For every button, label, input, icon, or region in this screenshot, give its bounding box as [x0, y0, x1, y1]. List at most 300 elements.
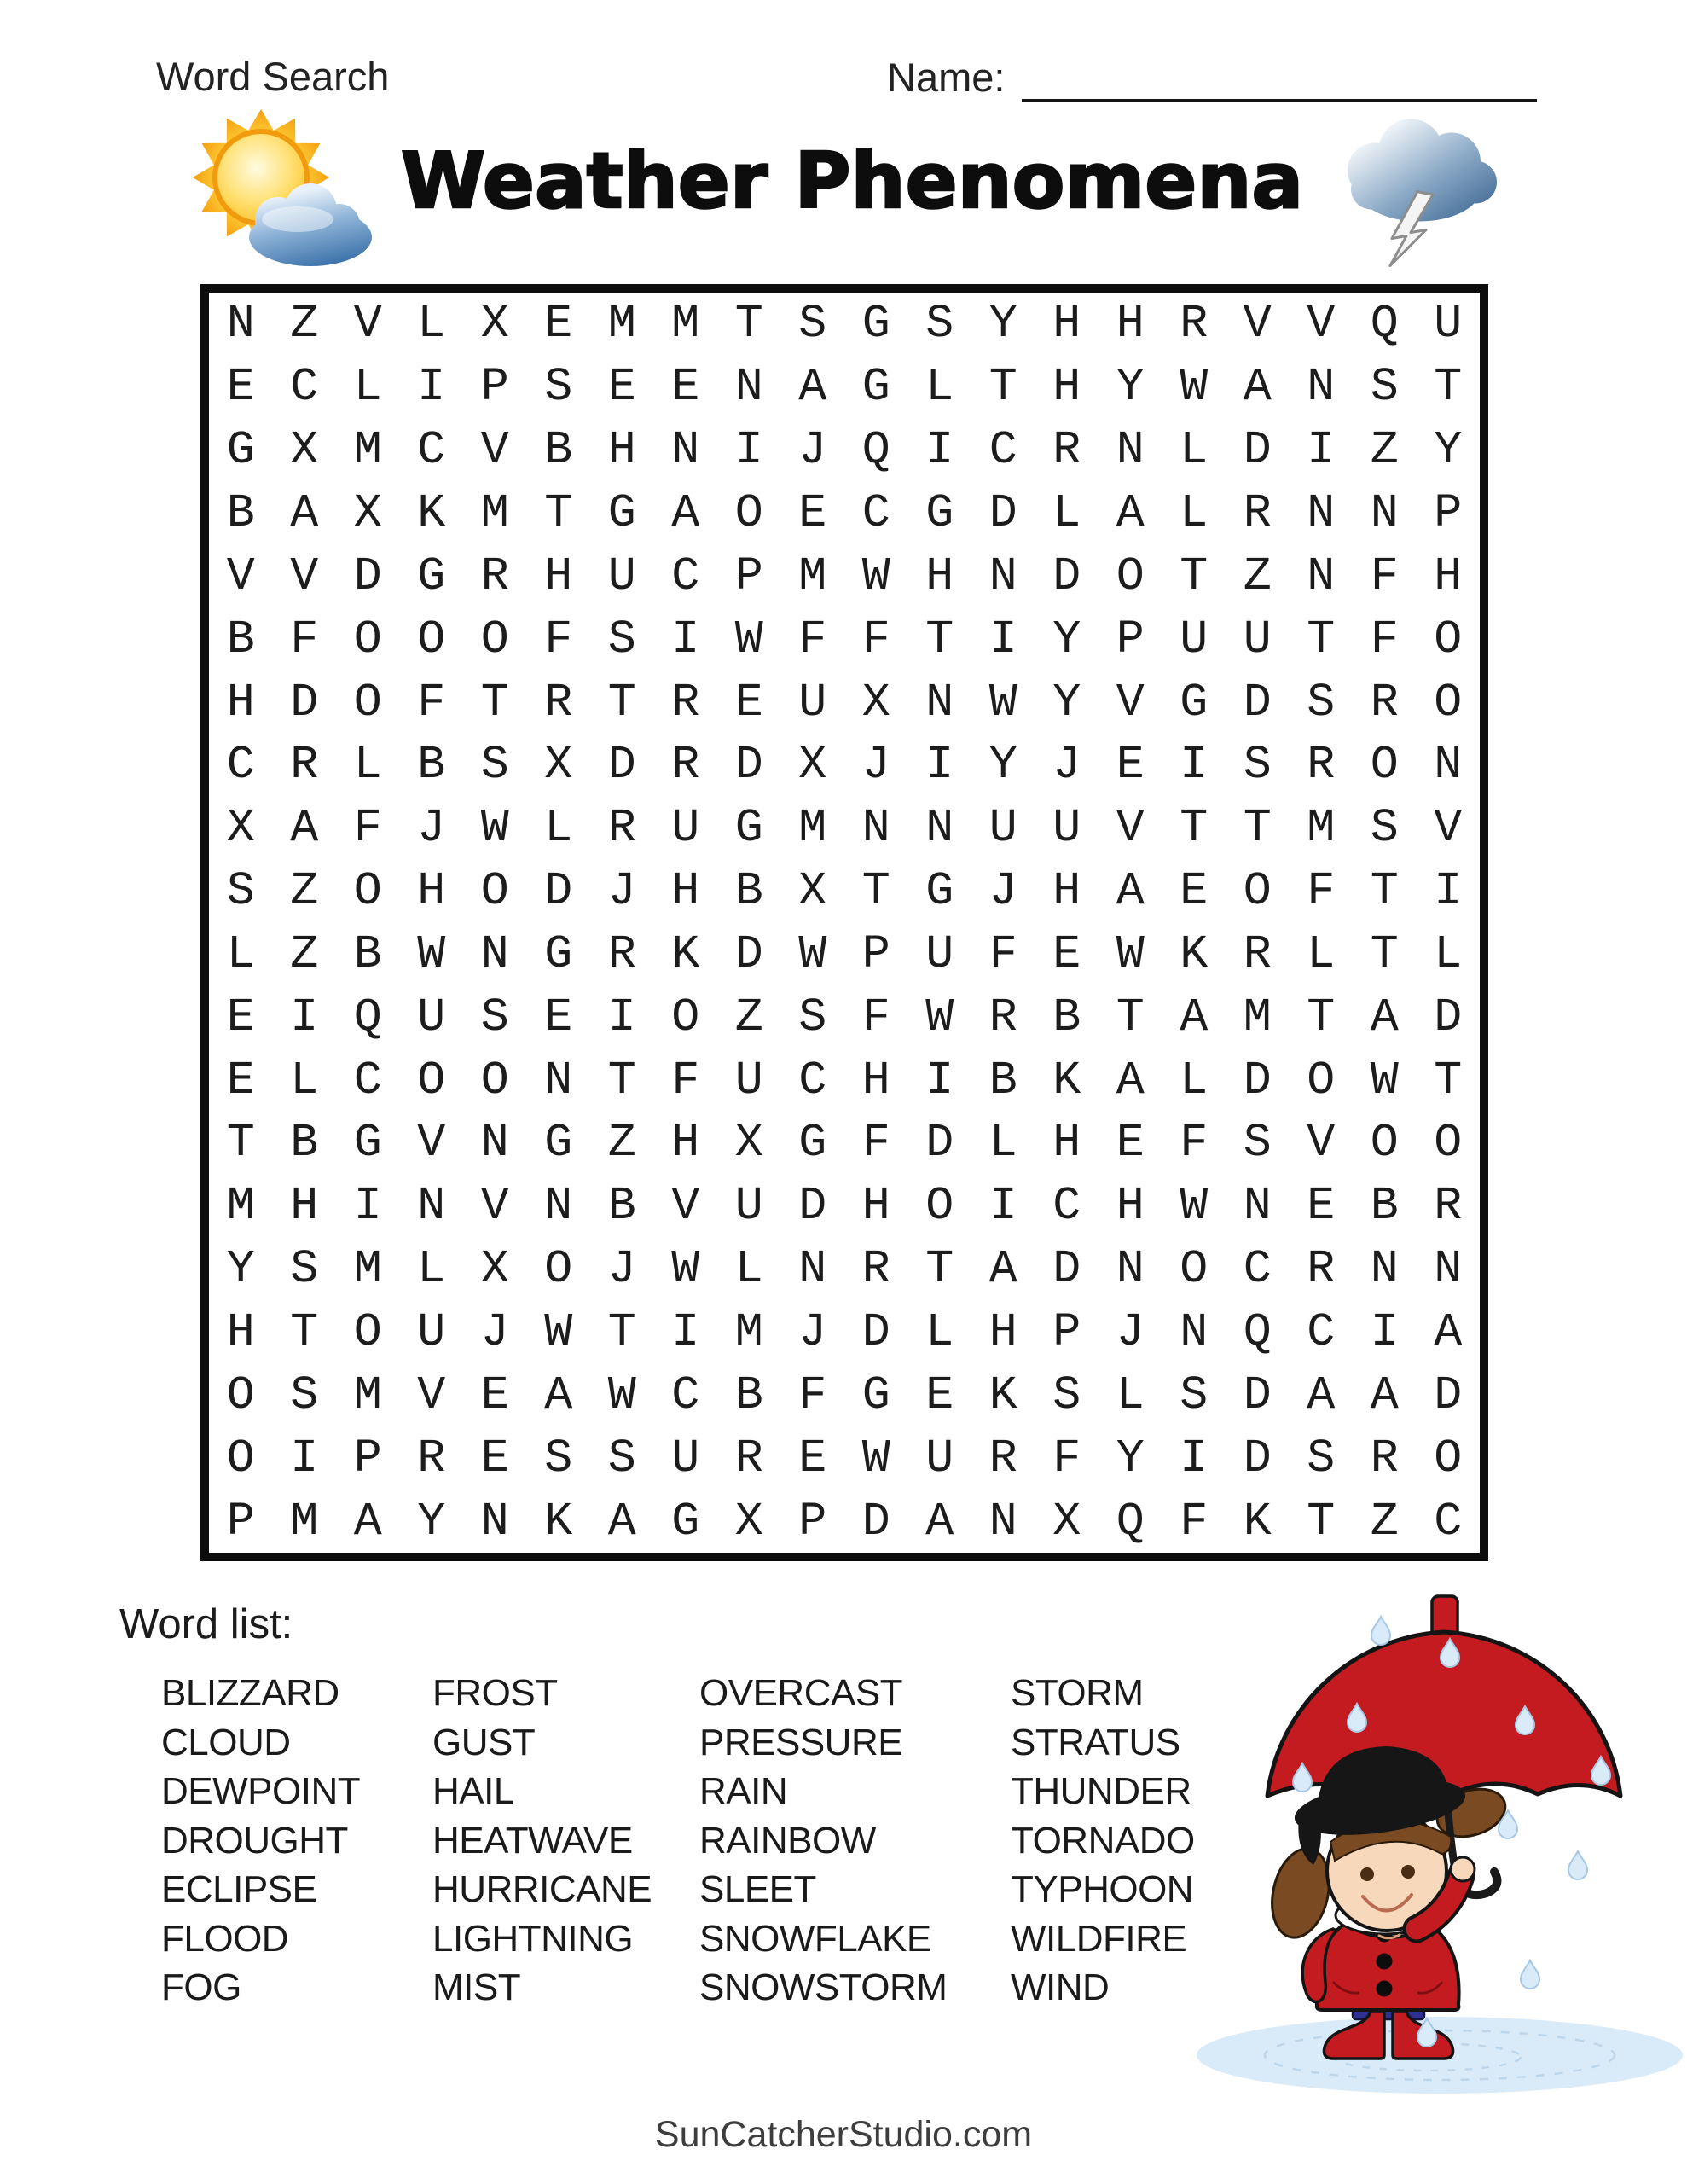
- grid-cell: D: [1434, 990, 1463, 1044]
- grid-cell: F: [1370, 549, 1399, 603]
- grid-cell: W: [1116, 926, 1145, 981]
- grid-cell: R: [671, 675, 700, 729]
- grid-cell: G: [671, 1494, 700, 1548]
- grid-cell: C: [988, 423, 1017, 478]
- grid-cell: K: [544, 1494, 573, 1548]
- grid-cell: O: [1370, 1116, 1399, 1170]
- grid-cell: L: [353, 738, 382, 793]
- grid-cell: S: [1052, 1368, 1081, 1422]
- grid-cell: I: [734, 423, 763, 478]
- grid-cell: D: [861, 1305, 890, 1360]
- red-umbrella: [1267, 1596, 1620, 1796]
- grid-cell: Z: [1370, 1494, 1399, 1548]
- grid-cell: R: [607, 926, 636, 981]
- grid-cell: O: [226, 1431, 255, 1485]
- grid-cell: C: [290, 360, 319, 415]
- grid-cell: M: [607, 297, 636, 351]
- grid-cell: G: [861, 360, 890, 415]
- grid-cell: M: [353, 423, 382, 478]
- word-list-item: HURRICANE: [432, 1868, 652, 1910]
- grid-cell: S: [480, 990, 509, 1044]
- grid-cell: R: [1434, 1179, 1463, 1234]
- grid-cell: C: [798, 1053, 827, 1107]
- grid-cell: F: [861, 990, 890, 1044]
- grid-cell: E: [226, 360, 255, 415]
- grid-cell: B: [734, 1368, 763, 1422]
- grid-cell: T: [1434, 360, 1463, 415]
- grid-cell: O: [353, 864, 382, 919]
- grid-cell: G: [544, 926, 573, 981]
- puzzle-title: Weather Phenomena: [400, 136, 1304, 226]
- grid-cell: G: [226, 423, 255, 478]
- grid-cell: L: [925, 1305, 954, 1360]
- grid-cell: E: [226, 1053, 255, 1107]
- grid-cell: C: [226, 738, 255, 793]
- grid-cell: C: [671, 1368, 700, 1422]
- name-label: Name:: [887, 55, 1006, 100]
- grid-cell: F: [544, 612, 573, 666]
- grid-cell: V: [671, 1179, 700, 1234]
- grid-cell: D: [1243, 1431, 1272, 1485]
- grid-cell: U: [798, 675, 827, 729]
- grid-cell: V: [290, 549, 319, 603]
- grid-cell: K: [1243, 1494, 1272, 1548]
- grid-cell: E: [480, 1431, 509, 1485]
- grid-cell: J: [417, 801, 446, 856]
- word-list-item: BLIZZARD: [161, 1672, 339, 1714]
- grid-cell: K: [1180, 926, 1209, 981]
- grid-cell: A: [798, 360, 827, 415]
- grid-cell: I: [925, 423, 954, 478]
- word-list: [161, 1669, 1195, 2013]
- grid-cell: M: [798, 801, 827, 856]
- grid-cell: W: [734, 612, 763, 666]
- grid-cell: M: [798, 549, 827, 603]
- grid-cell: A: [1434, 1305, 1463, 1360]
- grid-cell: T: [1307, 612, 1336, 666]
- grid-cell: U: [988, 801, 1017, 856]
- grid-cell: T: [544, 485, 573, 540]
- word-list-column: [1011, 1669, 1195, 2013]
- grid-cell: B: [353, 926, 382, 981]
- grid-cell: C: [353, 1053, 382, 1107]
- grid-cell: A: [1243, 360, 1272, 415]
- grid-cell: K: [417, 485, 446, 540]
- grid-cell: T: [925, 612, 954, 666]
- word-list-item: SLEET: [699, 1868, 816, 1910]
- grid-cell: X: [544, 738, 573, 793]
- grid-cell: I: [1370, 1305, 1399, 1360]
- grid-cell: O: [925, 1179, 954, 1234]
- grid-cell: A: [1370, 1368, 1399, 1422]
- grid-cell: L: [290, 1053, 319, 1107]
- grid-cell: Z: [734, 990, 763, 1044]
- coat-button: [1377, 1981, 1393, 1997]
- grid-cell: O: [1434, 1431, 1463, 1485]
- word-list-item: CLOUD: [161, 1721, 291, 1763]
- grid-cell: F: [1180, 1494, 1209, 1548]
- grid-cell: J: [607, 864, 636, 919]
- grid-cell: V: [353, 297, 382, 351]
- grid-cell: S: [544, 1431, 573, 1485]
- grid-cell: V: [1116, 801, 1145, 856]
- grid-cell: N: [1307, 485, 1336, 540]
- grid-cell: Y: [988, 738, 1017, 793]
- grid-cell: I: [607, 990, 636, 1044]
- grid-cell: C: [1434, 1494, 1463, 1548]
- grid-cell: N: [1116, 423, 1145, 478]
- grid-cell: P: [1434, 485, 1463, 540]
- grid-cell: U: [1434, 297, 1463, 351]
- grid-cell: E: [544, 990, 573, 1044]
- grid-cell: G: [607, 485, 636, 540]
- grid-cell: L: [1180, 423, 1209, 478]
- grid-cell: E: [1180, 864, 1209, 919]
- footer-credit: SunCatcherStudio.com: [654, 2114, 1033, 2155]
- grid-cell: R: [544, 675, 573, 729]
- grid-cell: U: [734, 1053, 763, 1107]
- letter-grid: [200, 284, 1488, 1561]
- grid-cell: B: [1370, 1179, 1399, 1234]
- grid-cell: H: [544, 549, 573, 603]
- grid-cell: L: [544, 801, 573, 856]
- grid-cell: B: [226, 485, 255, 540]
- grid-cell: A: [925, 1494, 954, 1548]
- grid-cell: L: [734, 1242, 763, 1297]
- word-list-item: GUST: [432, 1721, 536, 1763]
- grid-cell: P: [353, 1431, 382, 1485]
- grid-cell: N: [988, 549, 1017, 603]
- grid-cell: D: [925, 1116, 954, 1170]
- grid-cell: Z: [290, 864, 319, 919]
- grid-cell: E: [734, 675, 763, 729]
- grid-cell: F: [1307, 864, 1336, 919]
- grid-cell: E: [671, 360, 700, 415]
- grid-cell: D: [734, 738, 763, 793]
- grid-cell: T: [1370, 864, 1399, 919]
- grid-cell: E: [1116, 738, 1145, 793]
- grid-cell: F: [417, 675, 446, 729]
- grid-cell: F: [798, 1368, 827, 1422]
- grid-cell: T: [1307, 1494, 1336, 1548]
- grid-cell: U: [734, 1179, 763, 1234]
- grid-cell: H: [1052, 864, 1081, 919]
- grid-cell: U: [1052, 801, 1081, 856]
- grid-cell: M: [734, 1305, 763, 1360]
- word-list-column: [699, 1669, 1011, 2013]
- grid-cell: O: [1243, 864, 1272, 919]
- grid-cell: I: [1180, 738, 1209, 793]
- grid-cell: P: [480, 360, 509, 415]
- grid-cell: G: [353, 1116, 382, 1170]
- grid-cell: D: [1243, 423, 1272, 478]
- grid-cell: A: [1180, 990, 1209, 1044]
- grid-cell: R: [1180, 297, 1209, 351]
- grid-cell: M: [353, 1242, 382, 1297]
- grid-cell: P: [226, 1494, 255, 1548]
- grid-cell: P: [861, 926, 890, 981]
- grid-cell: D: [1243, 675, 1272, 729]
- grid-cell: I: [988, 1179, 1017, 1234]
- grid-cell: N: [1370, 485, 1399, 540]
- grid-cell: K: [671, 926, 700, 981]
- name-write-line: [1022, 53, 1537, 102]
- grid-cell: X: [1052, 1494, 1081, 1548]
- grid-cell: J: [1116, 1305, 1145, 1360]
- grid-cell: N: [988, 1494, 1017, 1548]
- word-list-heading: Word list:: [119, 1601, 293, 1647]
- grid-cell: H: [226, 1305, 255, 1360]
- grid-cell: S: [798, 297, 827, 351]
- grid-cell: D: [1052, 549, 1081, 603]
- eye: [1401, 1865, 1415, 1879]
- grid-cell: B: [734, 864, 763, 919]
- grid-cell: B: [607, 1179, 636, 1234]
- grid-cell: E: [798, 1431, 827, 1485]
- word-list-item: RAIN: [699, 1770, 788, 1812]
- grid-cell: E: [798, 485, 827, 540]
- grid-cell: N: [925, 675, 954, 729]
- grid-cell: V: [417, 1368, 446, 1422]
- grid-cell: C: [1243, 1242, 1272, 1297]
- grid-cell: F: [861, 612, 890, 666]
- grid-cell: O: [1180, 1242, 1209, 1297]
- grid-cell: M: [353, 1368, 382, 1422]
- grid-cell: O: [1434, 1116, 1463, 1170]
- grid-cell: M: [480, 485, 509, 540]
- grid-cell: B: [290, 1116, 319, 1170]
- word-list-item: FOG: [161, 1966, 241, 2008]
- word-list-item: WILDFIRE: [1011, 1917, 1187, 1960]
- grid-cell: H: [925, 549, 954, 603]
- grid-cell: S: [1180, 1368, 1209, 1422]
- grid-cell: L: [925, 360, 954, 415]
- grid-cell: N: [1307, 549, 1336, 603]
- word-list-item: FLOOD: [161, 1917, 289, 1960]
- grid-cell: N: [1116, 1242, 1145, 1297]
- grid-cell: N: [544, 1179, 573, 1234]
- grid-cell: G: [544, 1116, 573, 1170]
- grid-cell: F: [290, 612, 319, 666]
- grid-cell: G: [925, 485, 954, 540]
- grid-cell: L: [417, 297, 446, 351]
- grid-cell: N: [1370, 1242, 1399, 1297]
- grid-cell: M: [671, 297, 700, 351]
- grid-cell: Q: [861, 423, 890, 478]
- grid-cell: W: [1370, 1053, 1399, 1107]
- grid-cell: D: [1243, 1053, 1272, 1107]
- grid-cell: T: [1116, 990, 1145, 1044]
- grid-cell: P: [734, 549, 763, 603]
- grid-cell: Q: [1116, 1494, 1145, 1548]
- grid-cell: S: [1243, 1116, 1272, 1170]
- left-pigtail: [1264, 1843, 1337, 1943]
- grid-cell: N: [480, 926, 509, 981]
- grid-cell: F: [988, 926, 1017, 981]
- grid-cell: N: [1180, 1305, 1209, 1360]
- grid-cell: D: [607, 738, 636, 793]
- grid-cell: D: [861, 1494, 890, 1548]
- grid-cell: A: [544, 1368, 573, 1422]
- grid-cell: Z: [290, 297, 319, 351]
- grid-cell: X: [798, 864, 827, 919]
- grid-cell: R: [1370, 675, 1399, 729]
- grid-cell: T: [1434, 1053, 1463, 1107]
- grid-cell: O: [353, 675, 382, 729]
- grid-cell: I: [671, 1305, 700, 1360]
- grid-cell: E: [226, 990, 255, 1044]
- grid-cell: C: [417, 423, 446, 478]
- word-list-item: TYPHOON: [1011, 1868, 1194, 1910]
- grid-cell: S: [1307, 1431, 1336, 1485]
- grid-cell: E: [1307, 1179, 1336, 1234]
- grid-cell: A: [1116, 864, 1145, 919]
- grid-cell: H: [1434, 549, 1463, 603]
- grid-cell: A: [1370, 990, 1399, 1044]
- grid-cell: A: [671, 485, 700, 540]
- eye: [1360, 1867, 1374, 1881]
- grid-cell: S: [607, 612, 636, 666]
- grid-cell: N: [480, 1116, 509, 1170]
- grid-cell: V: [1243, 297, 1272, 351]
- grid-cell: M: [226, 1179, 255, 1234]
- grid-cell: W: [607, 1368, 636, 1422]
- grid-cell: H: [1116, 1179, 1145, 1234]
- grid-cell: R: [988, 1431, 1017, 1485]
- grid-cell: S: [480, 738, 509, 793]
- grid-cell: G: [925, 864, 954, 919]
- grid-cell: A: [1307, 1368, 1336, 1422]
- grid-cell: F: [1052, 1431, 1081, 1485]
- grid-cell: S: [1307, 675, 1336, 729]
- grid-cell: K: [988, 1368, 1017, 1422]
- grid-cell: H: [1052, 297, 1081, 351]
- grid-cell: S: [1243, 738, 1272, 793]
- grid-cell: B: [988, 1053, 1017, 1107]
- grid-cell: H: [861, 1179, 890, 1234]
- grid-cell: B: [544, 423, 573, 478]
- grid-cell: Z: [290, 926, 319, 981]
- grid-cell: E: [544, 297, 573, 351]
- grid-cell: U: [671, 801, 700, 856]
- grid-cell: L: [1180, 485, 1209, 540]
- word-list-column: [432, 1669, 699, 2013]
- grid-cell: G: [1180, 675, 1209, 729]
- grid-cell: P: [798, 1494, 827, 1548]
- grid-cell: D: [1434, 1368, 1463, 1422]
- grid-cell: Q: [1370, 297, 1399, 351]
- grid-cell: W: [1180, 360, 1209, 415]
- grid-cell: F: [353, 801, 382, 856]
- grid-cell: R: [1243, 926, 1272, 981]
- grid-cell: M: [1307, 801, 1336, 856]
- grid-cell: L: [1052, 485, 1081, 540]
- grid-cell: L: [1180, 1053, 1209, 1107]
- grid-cell: T: [607, 1053, 636, 1107]
- grid-cell: X: [480, 1242, 509, 1297]
- grid-cell: S: [226, 864, 255, 919]
- word-list-item: STRATUS: [1011, 1721, 1180, 1763]
- hand: [1451, 1857, 1475, 1881]
- word-list-item: RAINBOW: [699, 1819, 876, 1862]
- grid-cell: B: [417, 738, 446, 793]
- grid-cell: Y: [1434, 423, 1463, 478]
- grid-cell: W: [925, 990, 954, 1044]
- grid-cell: I: [1180, 1431, 1209, 1485]
- grid-cell: P: [1052, 1305, 1081, 1360]
- doc-type-label: Word Search: [156, 54, 390, 99]
- word-list-item: DEWPOINT: [161, 1770, 361, 1812]
- grid-cell: O: [480, 612, 509, 666]
- grid-cell: N: [544, 1053, 573, 1107]
- coat-button: [1377, 1954, 1393, 1970]
- storm-cloud-lightning-icon: [1332, 107, 1511, 274]
- word-list-item: WIND: [1011, 1966, 1110, 2008]
- grid-cell: S: [798, 990, 827, 1044]
- grid-cell: N: [734, 360, 763, 415]
- grid-cell: W: [861, 1431, 890, 1485]
- grid-cell: U: [1243, 612, 1272, 666]
- grid-cell: O: [226, 1368, 255, 1422]
- word-list-item: HEATWAVE: [432, 1819, 633, 1862]
- grid-cell: R: [480, 549, 509, 603]
- grid-cell: W: [544, 1305, 573, 1360]
- grid-cell: G: [417, 549, 446, 603]
- grid-cell: S: [1370, 801, 1399, 856]
- grid-cell: C: [1307, 1305, 1336, 1360]
- grid-cell: R: [1243, 485, 1272, 540]
- grid-cell: O: [734, 485, 763, 540]
- grid-cell: Z: [1370, 423, 1399, 478]
- grid-cell: A: [290, 801, 319, 856]
- grid-cell: L: [988, 1116, 1017, 1170]
- grid-cell: N: [1434, 1242, 1463, 1297]
- grid-cell: D: [734, 926, 763, 981]
- grid-cell: S: [290, 1368, 319, 1422]
- grid-cell: O: [417, 1053, 446, 1107]
- grid-cell: E: [480, 1368, 509, 1422]
- grid-cell: W: [1180, 1179, 1209, 1234]
- grid-cell: N: [417, 1179, 446, 1234]
- grid-cell: S: [290, 1242, 319, 1297]
- grid-cell: J: [1052, 738, 1081, 793]
- grid-cell: U: [417, 1305, 446, 1360]
- grid-cell: U: [417, 990, 446, 1044]
- grid-cell: Y: [1052, 675, 1081, 729]
- name-field-row: [887, 53, 1537, 102]
- grid-cell: Y: [988, 297, 1017, 351]
- grid-cell: F: [861, 1116, 890, 1170]
- grid-cell: W: [798, 926, 827, 981]
- title-row: [0, 107, 1687, 274]
- grid-cell: Y: [417, 1494, 446, 1548]
- grid-cell: N: [798, 1242, 827, 1297]
- grid-cell: F: [671, 1053, 700, 1107]
- grid-cell: L: [353, 360, 382, 415]
- grid-cell: O: [480, 1053, 509, 1107]
- grid-cell: Y: [1052, 612, 1081, 666]
- grid-cell: Z: [1243, 549, 1272, 603]
- grid-cell: O: [1370, 738, 1399, 793]
- grid-cell: E: [607, 360, 636, 415]
- grid-cell: O: [1116, 549, 1145, 603]
- grid-cell: Y: [1116, 1431, 1145, 1485]
- grid-cell: O: [671, 990, 700, 1044]
- grid-cell: D: [798, 1179, 827, 1234]
- grid-cell: A: [290, 485, 319, 540]
- word-list-item: FROST: [432, 1672, 558, 1714]
- grid-cell: U: [607, 549, 636, 603]
